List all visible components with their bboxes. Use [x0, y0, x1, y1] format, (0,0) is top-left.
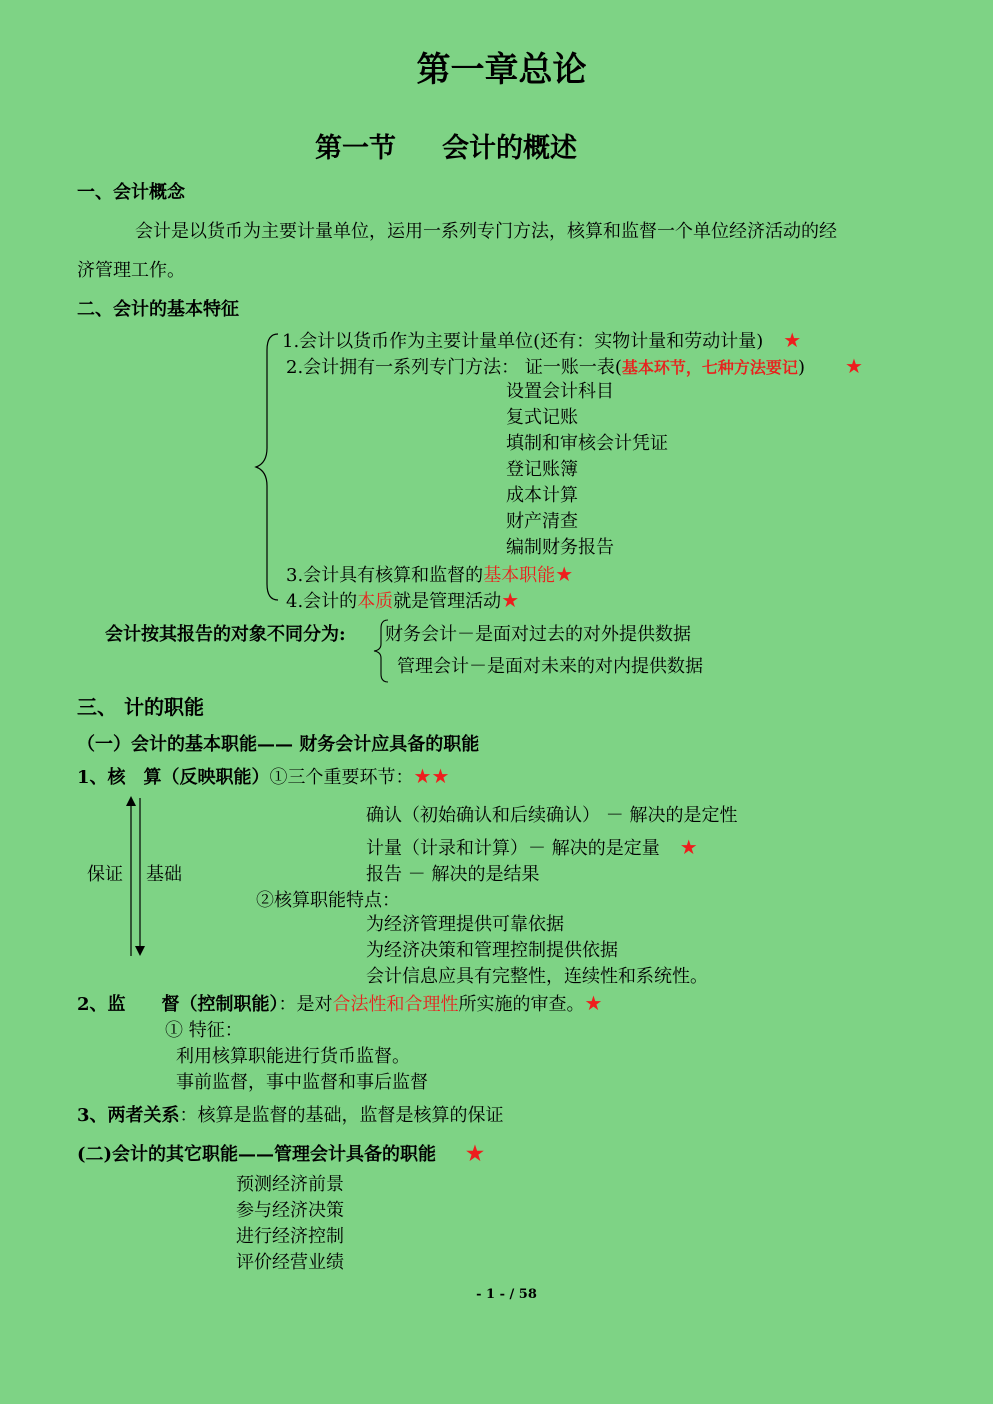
other-function-item: 预测经济前景 [236, 1174, 344, 1195]
concept-paragraph-line1: 会计是以货币为主要计量单位，运用一系列专门方法，核算和监督一个单位经济活动的经 [135, 221, 837, 242]
other-functions-heading [77, 1140, 484, 1166]
feature-item-4-text-end: 就是管理活动 [393, 591, 502, 612]
feature-item-2-text: 2.会计拥有一系列专门方法： 证一账一表( [286, 357, 622, 378]
feature-item-4 [286, 587, 519, 613]
functions-heading: 三、 计的职能 [77, 695, 204, 719]
section-title [315, 126, 577, 165]
section-name: 会计的概述 [442, 133, 577, 164]
relationship-label: 3、两者关系 [77, 1105, 180, 1126]
star-icon: ★ [555, 562, 574, 586]
star-icon: ★ [844, 354, 863, 378]
supervision-feature-1: 利用核算职能进行货币监督。 [176, 1046, 410, 1067]
accounting-feature-item: 为经济管理提供可靠依据 [366, 914, 564, 935]
step-measure-text: 计量（计录和计算）－ 解决的是定量 [366, 838, 660, 859]
star-icon: ★ [584, 991, 603, 1015]
accounting-feature-item: 为经济决策和管理控制提供依据 [366, 940, 618, 961]
method-item: 财产清查 [506, 511, 578, 532]
other-function-item: 评价经营业绩 [236, 1252, 344, 1273]
guarantee-label: 保证 [87, 864, 123, 885]
feature-item-3-text: 3.会计具有核算和监督的 [286, 565, 484, 586]
methods-list [506, 379, 668, 561]
method-item: 复式记账 [506, 407, 578, 428]
step-report: 报告 － 解决的是结果 [366, 864, 540, 885]
feature-item-2 [286, 353, 863, 379]
management-accounting: 管理会计－是面对未来的对内提供数据 [397, 656, 703, 677]
feature-item-3 [286, 561, 573, 587]
relationship-line [77, 1101, 504, 1127]
supervision-line [77, 990, 602, 1016]
method-item: 成本计算 [506, 485, 578, 506]
feature-item-4-text: 4.会计的 [286, 591, 358, 612]
star-icon: ★ [501, 588, 520, 612]
features-heading: 二、会计的基本特征 [77, 299, 239, 320]
section-label: 第一节 [315, 133, 396, 164]
supervision-feature-heading: ① 特征： [165, 1020, 243, 1041]
step-confirm: 确认（初始确认和后续确认） － 解决的是定性 [366, 805, 738, 826]
basic-functions-heading: （一）会计的基本职能—— 财务会计应具备的职能 [77, 734, 480, 755]
concept-paragraph-line2: 济管理工作。 [77, 260, 185, 281]
star-icon: ★★ [413, 764, 450, 788]
star-icon: ★ [783, 328, 802, 352]
guarantee-basis-arrows [124, 796, 146, 958]
accounting-function-label: 1、核 算（反映职能） [77, 767, 270, 788]
other-functions-title: (二)会计的其它职能——管理会计具备的职能 [77, 1144, 437, 1165]
feature-item-2-close: ) [797, 357, 805, 378]
feature-item-3-highlight: 基本职能 [483, 565, 556, 586]
star-icon: ★ [679, 835, 698, 859]
accounting-split-label: 会计按其报告的对象不同分为: [105, 624, 346, 645]
relationship-text: ：核算是监督的基础，监督是核算的保证 [179, 1105, 504, 1126]
chapter-title: 第一章总论 [416, 50, 587, 90]
accounting-function-line [77, 763, 449, 789]
other-function-item: 进行经济控制 [236, 1226, 344, 1247]
accounting-features-list [366, 912, 708, 990]
financial-accounting: 财务会计－是面对过去的对外提供数据 [385, 624, 691, 645]
feature-item-1 [282, 327, 801, 353]
accounting-features-heading: ②核算职能特点： [256, 890, 400, 911]
method-item: 填制和审核会计凭证 [506, 433, 668, 454]
basis-label: 基础 [146, 864, 182, 885]
accounting-feature-item: 会计信息应具有完整性，连续性和系统性。 [366, 966, 708, 987]
accounting-function-text: ①三个重要环节： [269, 767, 414, 788]
supervision-label: 2、监 督（控制职能） [77, 994, 279, 1015]
feature-item-4-highlight: 本质 [357, 591, 394, 612]
page-number: - 1 - / 58 [476, 1287, 537, 1302]
feature-item-2-highlight: 基本环节，七种方法要记 [621, 358, 798, 377]
star-icon: ★ [466, 1141, 484, 1165]
other-functions-list [236, 1172, 344, 1276]
step-measure [366, 834, 698, 860]
other-function-item: 参与经济决策 [236, 1200, 344, 1221]
concept-heading: 一、会计概念 [77, 182, 185, 203]
supervision-highlight: 合法性和合理性 [332, 994, 459, 1015]
supervision-text: ：是对 [278, 994, 333, 1015]
feature-item-1-text: 1.会计以货币作为主要计量单位(还有：实物计量和劳动计量) [282, 331, 764, 352]
supervision-feature-2: 事前监督，事中监督和事后监督 [176, 1072, 428, 1093]
method-item: 编制财务报告 [506, 537, 614, 558]
features-brace [250, 330, 280, 606]
method-item: 设置会计科目 [506, 381, 614, 402]
supervision-text-end: 所实施的审查。 [458, 994, 585, 1015]
method-item: 登记账簿 [506, 459, 578, 480]
